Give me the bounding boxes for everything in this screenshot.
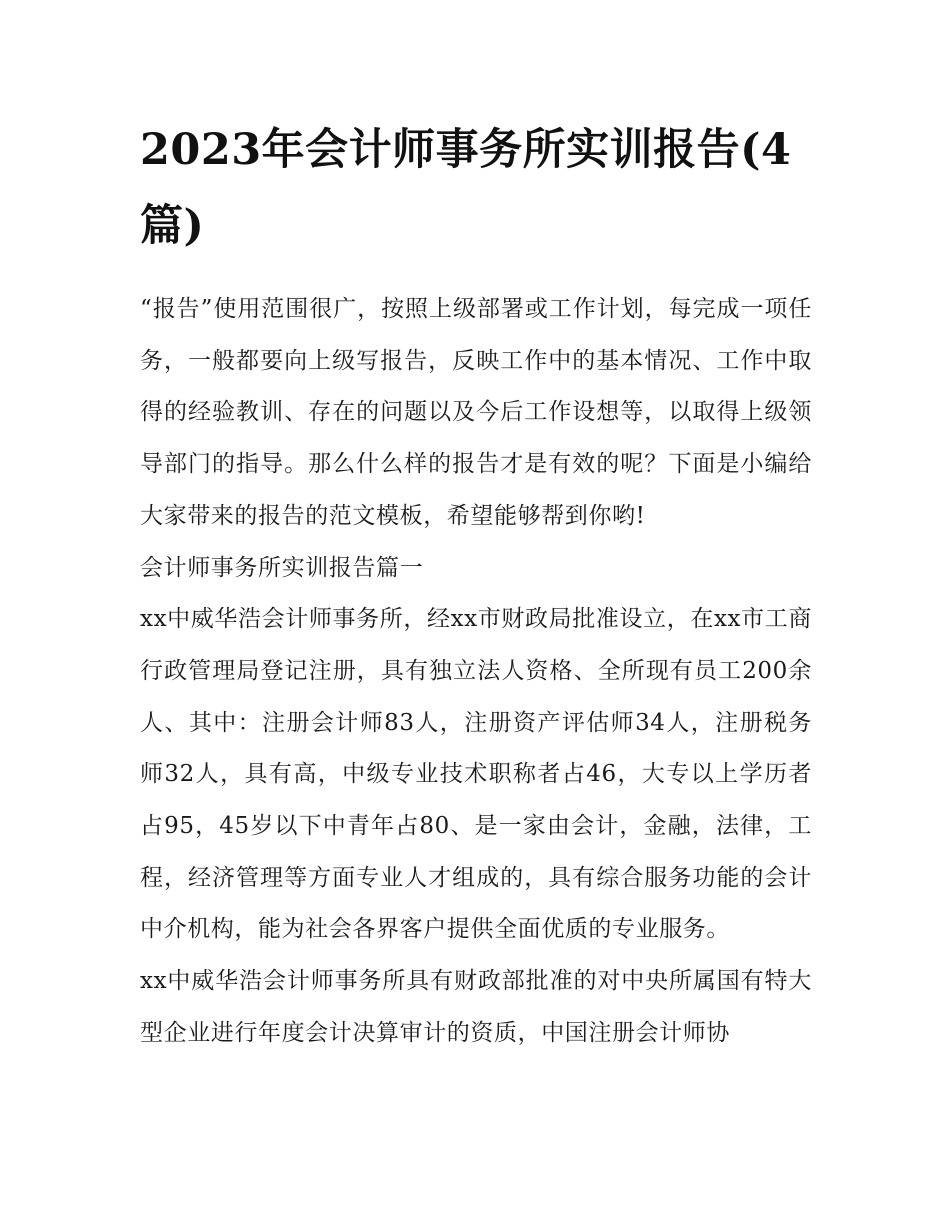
document-title: 2023年会计师事务所实训报告(4篇): [140, 125, 792, 251]
section-heading: 会计师事务所实训报告篇一: [140, 554, 424, 581]
body-paragraph-2: xx中威华浩会计师事务所具有财政部批准的对中央所属国有特大型企业进行年度会计决算审计的资质，中国注册会计师协: [140, 968, 812, 1046]
intro-paragraph: “报告”使用范围很广，按照上级部署或工作计划，每完成一项任务，一般都要向上级写报告，反映工作中的基本情况、工作中取得的经验教训、存在的问题以及今后工作设想等，以取得上级领导部门的指导。那么什么样的报告才是有效的呢？下面是小编给大家带来的报告的范文模板，希望能够帮到你哟!: [140, 296, 812, 529]
document-body: [140, 112, 812, 1060]
body-paragraph-1: xx中威华浩会计师事务所，经xx市财政局批准设立，在xx市工商行政管理局登记注册，具有独立法人资格、全所现有员工200余人、其中：注册会计师83人，注册资产评估师34人，注册税务师32人，具有高，中级专业技术职称者占46，大专以上学历者占95，45岁以下中青年占80、是一家由会计，金融，法律，工程，经济管理等方面专业人才组成的，具有综合服务功能的会计中介机构，能为社会各界客户提供全面优质的专业服务。: [140, 606, 812, 943]
